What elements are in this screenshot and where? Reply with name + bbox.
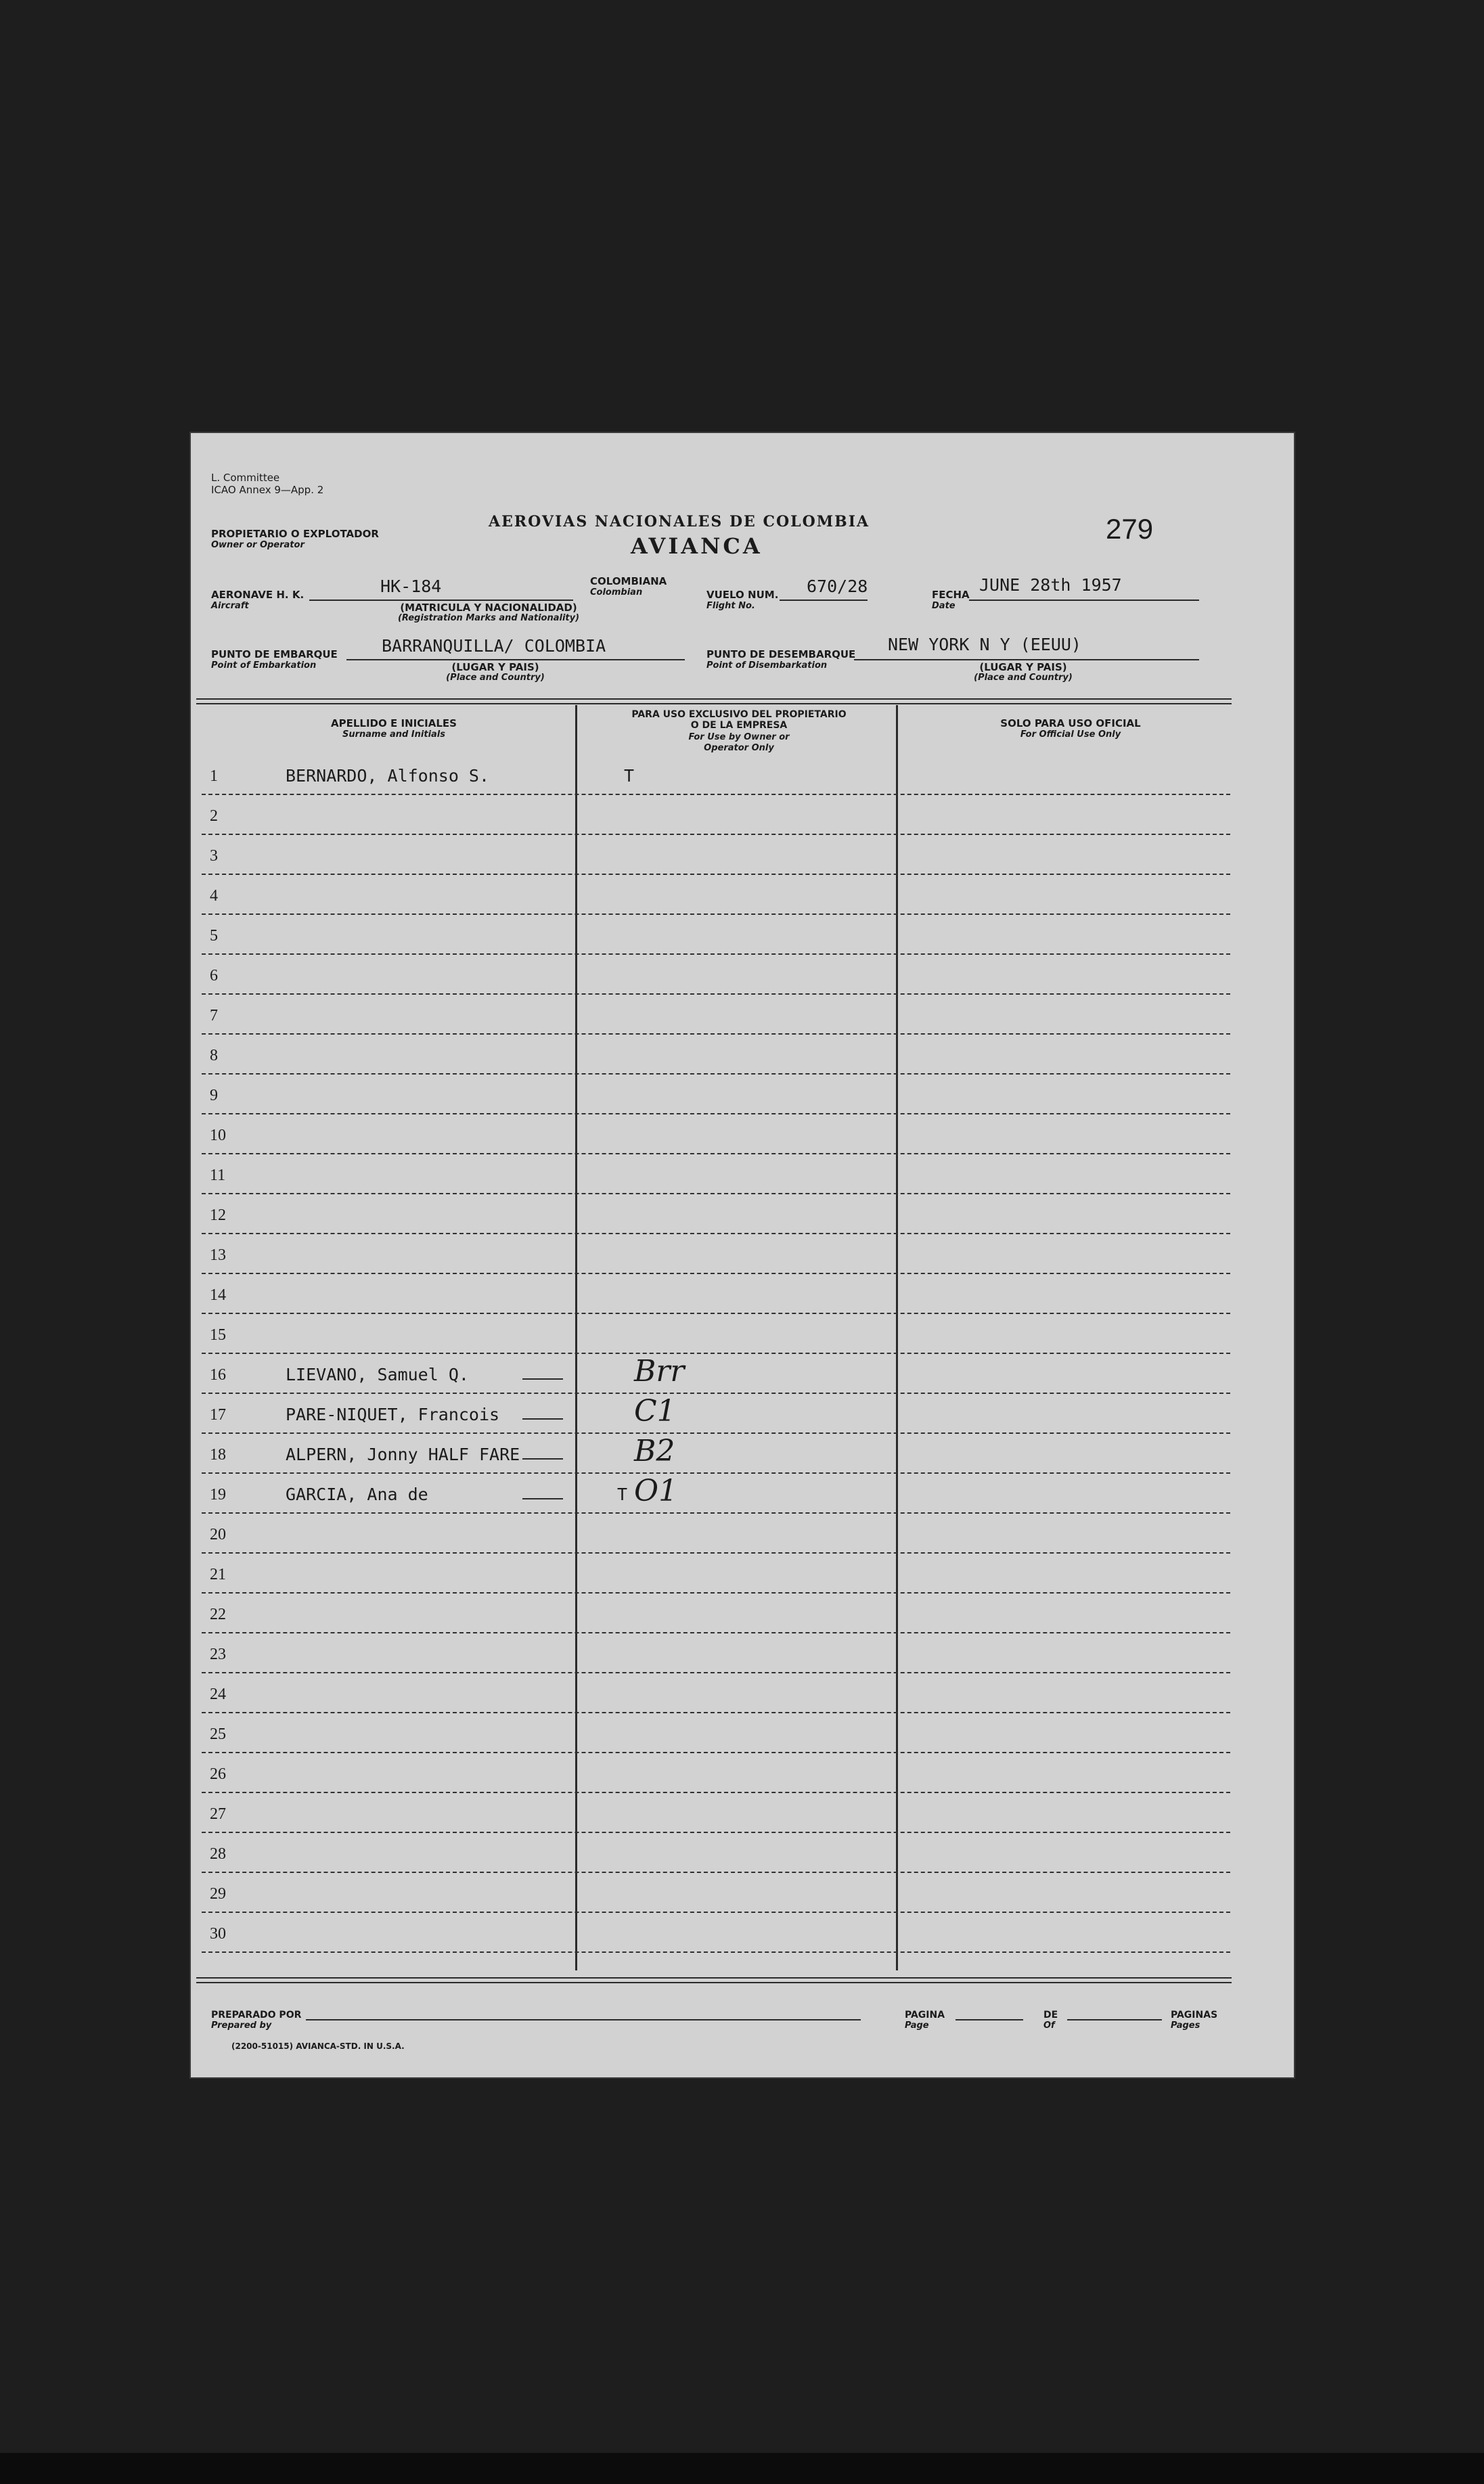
flight-label-en: Flight No. — [706, 601, 755, 611]
row-number: 11 — [210, 1167, 226, 1184]
passenger-name: PARE-NIQUET, Francois — [286, 1405, 500, 1424]
row-rule — [202, 1432, 1230, 1434]
flight-label: VUELO NUM. — [706, 589, 779, 601]
embark-label-en: Point of Embarkation — [211, 660, 317, 671]
handwritten-dash — [522, 1378, 563, 1380]
table-top-rule — [196, 698, 1232, 704]
col-owner-header-en: For Use by Owner or — [688, 732, 790, 742]
row-rule — [202, 1033, 1230, 1035]
prepared-label-en: Prepared by — [211, 2020, 272, 2031]
owner-mark: T — [617, 1485, 628, 1504]
row-number: 4 — [210, 887, 218, 905]
row-rule — [202, 794, 1230, 795]
row-rule — [202, 1951, 1230, 1953]
row-number: 12 — [210, 1206, 226, 1224]
row-rule — [202, 1193, 1230, 1194]
handwritten-dash — [522, 1458, 563, 1460]
column-divider-1 — [575, 705, 577, 1970]
page-stamp-number: 279 — [1106, 513, 1154, 545]
row-rule — [202, 1912, 1230, 1913]
committee-line: L. Committee — [211, 472, 280, 484]
row-number: 5 — [210, 927, 218, 945]
pages-label: PAGINAS — [1171, 2010, 1218, 2020]
col-owner-header: PARA USO EXCLUSIVO DEL PROPIETARIO — [631, 709, 847, 720]
date-label-en: Date — [932, 601, 955, 611]
column-divider-2 — [896, 705, 898, 1970]
passenger-name: LIEVANO, Samuel Q. — [286, 1365, 469, 1384]
row-number: 1 — [210, 767, 218, 785]
handwritten-code: Brr — [634, 1354, 685, 1388]
embark-place-caption: (LUGAR Y PAIS) — [451, 661, 539, 673]
of-label-en: Of — [1043, 2020, 1055, 2031]
row-rule — [202, 834, 1230, 835]
row-number: 16 — [210, 1366, 226, 1384]
aircraft-label: AERONAVE H. K. — [211, 589, 305, 601]
registration-caption-en: (Registration Marks and Nationality) — [397, 613, 580, 623]
embark-label: PUNTO DE EMBARQUE — [211, 648, 338, 660]
row-rule — [202, 1472, 1230, 1474]
handwritten-code: C1 — [634, 1394, 676, 1428]
annex-line: ICAO Annex 9—App. 2 — [211, 484, 324, 496]
row-rule — [202, 1792, 1230, 1793]
row-number: 8 — [210, 1047, 218, 1064]
row-rule — [202, 1872, 1230, 1873]
date-label: FECHA — [932, 589, 970, 601]
embark-value: BARRANQUILLA/ COLOMBIA — [382, 636, 606, 656]
row-number: 27 — [210, 1805, 226, 1823]
row-number: 30 — [210, 1925, 226, 1943]
row-number: 3 — [210, 847, 218, 865]
col-surname-header-en: Surname and Initials — [342, 729, 445, 740]
handwritten-dash — [522, 1498, 563, 1499]
col-official-header-en: For Official Use Only — [1020, 729, 1121, 740]
row-number: 10 — [210, 1127, 226, 1144]
owner-mark: T — [624, 766, 635, 786]
disembark-label: PUNTO DE DESEMBARQUE — [706, 648, 856, 660]
row-number: 25 — [210, 1725, 226, 1743]
row-number: 28 — [210, 1845, 226, 1863]
owner-label: PROPIETARIO O EXPLOTADOR — [211, 528, 379, 540]
table-bottom-rule — [196, 1977, 1232, 1983]
prepared-label: PREPARADO POR — [211, 2010, 302, 2020]
handwritten-code: B2 — [634, 1434, 675, 1468]
handwritten-dash — [522, 1418, 563, 1420]
row-number: 20 — [210, 1526, 226, 1543]
handwritten-code: O1 — [634, 1474, 678, 1508]
aircraft-label-en: Aircraft — [211, 601, 249, 611]
row-number: 24 — [210, 1686, 226, 1703]
film-strip-border — [0, 2453, 1484, 2484]
row-number: 2 — [210, 807, 218, 825]
page-label-en: Page — [905, 2020, 929, 2031]
disembark-label-en: Point of Disembarkation — [706, 660, 828, 671]
row-rule — [202, 1073, 1230, 1075]
page-label: PAGINA — [905, 2010, 945, 2020]
col-surname-header: APELLIDO E INICIALES — [331, 717, 457, 729]
row-number: 13 — [210, 1246, 226, 1264]
row-number: 26 — [210, 1765, 226, 1783]
row-number: 7 — [210, 1007, 218, 1024]
row-rule — [202, 1353, 1230, 1354]
row-number: 17 — [210, 1406, 226, 1424]
passenger-name: ALPERN, Jonny HALF FARE — [286, 1445, 520, 1464]
owner-label-en: Owner or Operator — [211, 540, 305, 550]
row-number: 14 — [210, 1286, 226, 1304]
nationality-caption: Colombian — [590, 587, 643, 597]
row-number: 15 — [210, 1326, 226, 1344]
row-number: 22 — [210, 1606, 226, 1623]
embark-place-caption-en: (Place and Country) — [446, 673, 545, 683]
row-rule — [202, 1592, 1230, 1594]
row-number: 6 — [210, 967, 218, 985]
row-rule — [202, 1712, 1230, 1713]
pages-label-en: Pages — [1171, 2020, 1200, 2031]
print-code: (2200-51015) AVIANCA-STD. IN U.S.A. — [231, 2041, 405, 2051]
flight-value: 670/28 — [807, 577, 868, 596]
passenger-name: BERNARDO, Alfonso S. — [286, 766, 490, 786]
row-rule — [202, 1552, 1230, 1554]
row-number: 18 — [210, 1446, 226, 1464]
row-rule — [202, 1632, 1230, 1633]
row-rule — [202, 1512, 1230, 1514]
row-rule — [202, 1153, 1230, 1154]
row-rule — [202, 1273, 1230, 1274]
of-label: DE — [1043, 2010, 1058, 2020]
row-rule — [202, 1113, 1230, 1114]
registration-caption: (MATRICULA Y NACIONALIDAD) — [400, 602, 577, 614]
date-value: JUNE 28th 1957 — [979, 575, 1122, 595]
col-owner-header-en-2: Operator Only — [704, 743, 774, 753]
nationality-value: COLOMBIANA — [590, 575, 667, 587]
row-number: 23 — [210, 1646, 226, 1663]
row-number: 19 — [210, 1486, 226, 1504]
disembark-place-caption: (LUGAR Y PAIS) — [979, 661, 1067, 673]
row-rule — [202, 1672, 1230, 1673]
disembark-value: NEW YORK N Y (EEUU) — [888, 635, 1081, 654]
row-rule — [202, 1393, 1230, 1394]
airline-name: AVIANCA — [631, 533, 763, 559]
row-rule — [202, 1313, 1230, 1314]
row-rule — [202, 993, 1230, 995]
disembark-place-caption-en: (Place and Country) — [974, 673, 1073, 683]
row-number: 29 — [210, 1885, 226, 1903]
col-official-header: SOLO PARA USO OFICIAL — [1000, 717, 1141, 729]
passenger-name: GARCIA, Ana de — [286, 1485, 428, 1504]
row-rule — [202, 1233, 1230, 1234]
row-rule — [202, 953, 1230, 955]
airline-line: AEROVIAS NACIONALES DE COLOMBIA — [489, 513, 870, 530]
passenger-manifest-form — [191, 433, 1294, 2077]
aircraft-value: HK-184 — [380, 577, 442, 596]
row-rule — [202, 1832, 1230, 1833]
row-rule — [202, 874, 1230, 875]
row-rule — [202, 913, 1230, 915]
row-rule — [202, 1752, 1230, 1753]
row-number: 21 — [210, 1566, 226, 1583]
row-number: 9 — [210, 1087, 218, 1104]
col-owner-header-2: O DE LA EMPRESA — [690, 720, 788, 731]
